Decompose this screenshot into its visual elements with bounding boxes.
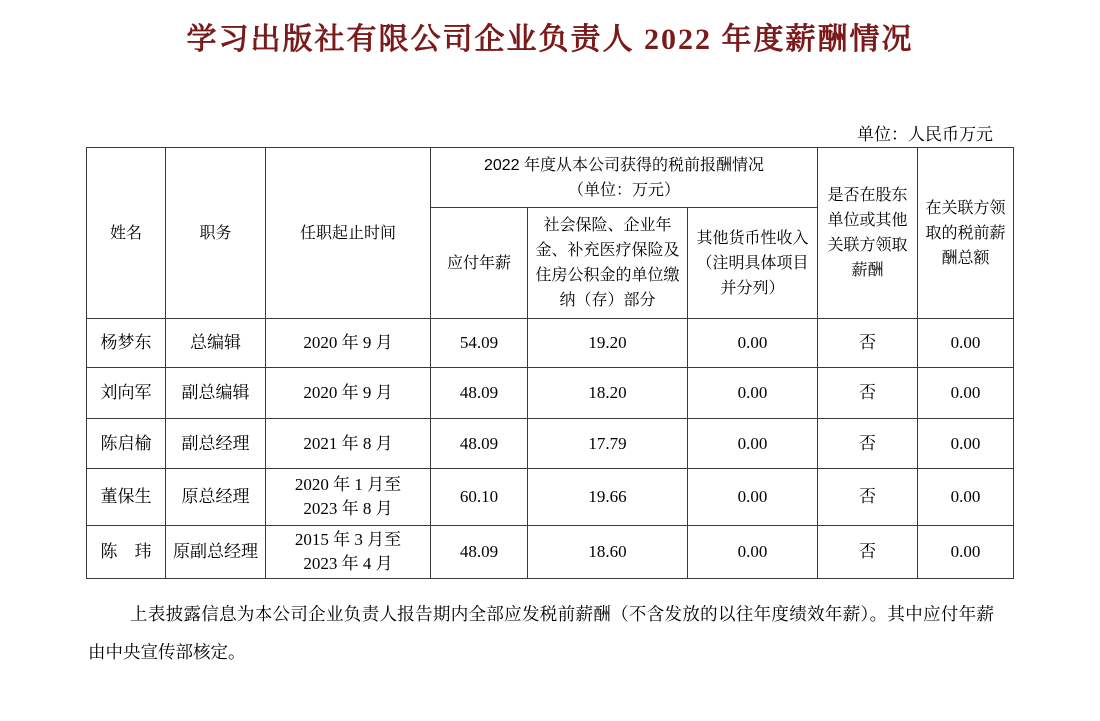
col-header-name: 姓名: [87, 148, 166, 319]
cell-name: 董保生: [87, 469, 166, 526]
cell-other-income: 0.00: [688, 526, 818, 579]
cell-tenure: [266, 469, 431, 526]
cell-related-total: 0.00: [918, 368, 1014, 419]
col-header-compensation-group: [431, 148, 818, 208]
col-header-insurance: 社会保险、企业年金、补充医疗保险及住房公积金的单位缴纳（存）部分: [528, 208, 688, 319]
cell-annual-salary: 48.09: [431, 526, 528, 579]
cell-other-income: 0.00: [688, 469, 818, 526]
cell-tenure: [266, 319, 431, 368]
cell-annual-salary: 48.09: [431, 368, 528, 419]
cell-name: 刘向军: [87, 368, 166, 419]
cell-tenure-line1: 2020 年 1 月至: [294, 475, 402, 494]
table-row: [87, 368, 1014, 419]
cell-name: 杨梦东: [87, 319, 166, 368]
cell-name: 陈 玮: [87, 526, 166, 579]
col-header-annual-salary: 应付年薪: [431, 208, 528, 319]
cell-annual-salary: 48.09: [431, 419, 528, 469]
cell-insurance: 17.79: [528, 419, 688, 469]
cell-related-flag: 否: [818, 368, 918, 419]
cell-tenure: [266, 526, 431, 579]
cell-tenure-line1: 2015 年 3 月至: [294, 530, 402, 549]
cell-tenure-line1: 2020 年 9 月: [303, 383, 393, 402]
cell-insurance: 18.60: [528, 526, 688, 579]
cell-tenure-line1: 2021 年 8 月: [303, 433, 393, 453]
cell-related-flag: 否: [818, 526, 918, 579]
table-row: [87, 319, 1014, 368]
col-header-tenure: 任职起止时间: [266, 148, 431, 319]
col-header-related-party-total: 在关联方领取的税前薪酬总额: [918, 148, 1014, 319]
cell-related-flag: 否: [818, 319, 918, 368]
compensation-group-line1: 2022 年度从本公司获得的税前报酬情况: [483, 156, 765, 174]
cell-related-total: 0.00: [918, 419, 1014, 469]
footnote: 上表披露信息为本公司企业负责人报告期内全部应发税前薪酬（不含发放的以往年度绩效年薪）。其中应付年薪由中央宣传部核定。: [88, 604, 994, 662]
cell-tenure-line2: 2023 年 4 月: [303, 554, 393, 573]
cell-name: 陈启榆: [87, 419, 166, 469]
cell-other-income: 0.00: [688, 319, 818, 368]
col-header-other-income: 其他货币性收入（注明具体项目并分列）: [688, 208, 818, 319]
cell-other-income: 0.00: [688, 368, 818, 419]
cell-related-flag: 否: [818, 419, 918, 469]
cell-other-income: 0.00: [688, 419, 818, 469]
cell-position: 副总编辑: [166, 368, 266, 419]
cell-position: 总编辑: [166, 319, 266, 368]
unit-note: 单位：人民币万元: [857, 125, 993, 144]
table-row: [87, 469, 1014, 526]
table-row: [87, 526, 1014, 579]
cell-tenure-line1: 2020 年 9 月: [303, 333, 393, 352]
page-title: 学习出版社有限公司企业负责人 2022 年度薪酬情况: [186, 23, 914, 56]
col-header-position: 职务: [166, 148, 266, 319]
cell-tenure: [266, 368, 431, 419]
cell-related-total: 0.00: [918, 469, 1014, 526]
cell-related-total: 0.00: [918, 319, 1014, 368]
cell-insurance: 19.20: [528, 319, 688, 368]
table-row: [87, 419, 1014, 469]
cell-insurance: 19.66: [528, 469, 688, 526]
cell-related-total: 0.00: [918, 526, 1014, 579]
cell-tenure-line2: 2023 年 8 月: [303, 499, 393, 518]
cell-annual-salary: 60.10: [431, 469, 528, 526]
cell-related-flag: 否: [818, 469, 918, 526]
cell-tenure: [266, 419, 431, 469]
cell-position: 原副总经理: [166, 526, 266, 579]
col-header-related-party-flag: 是否在股东单位或其他关联方领取薪酬: [818, 148, 918, 319]
cell-position: 副总经理: [166, 419, 266, 469]
header-row-group: [87, 148, 1014, 208]
cell-insurance: 18.20: [528, 368, 688, 419]
cell-position: 原总经理: [166, 469, 266, 526]
compensation-group-line2: （单位：万元）: [568, 181, 681, 199]
cell-annual-salary: 54.09: [431, 319, 528, 368]
salary-table: [86, 147, 1014, 579]
